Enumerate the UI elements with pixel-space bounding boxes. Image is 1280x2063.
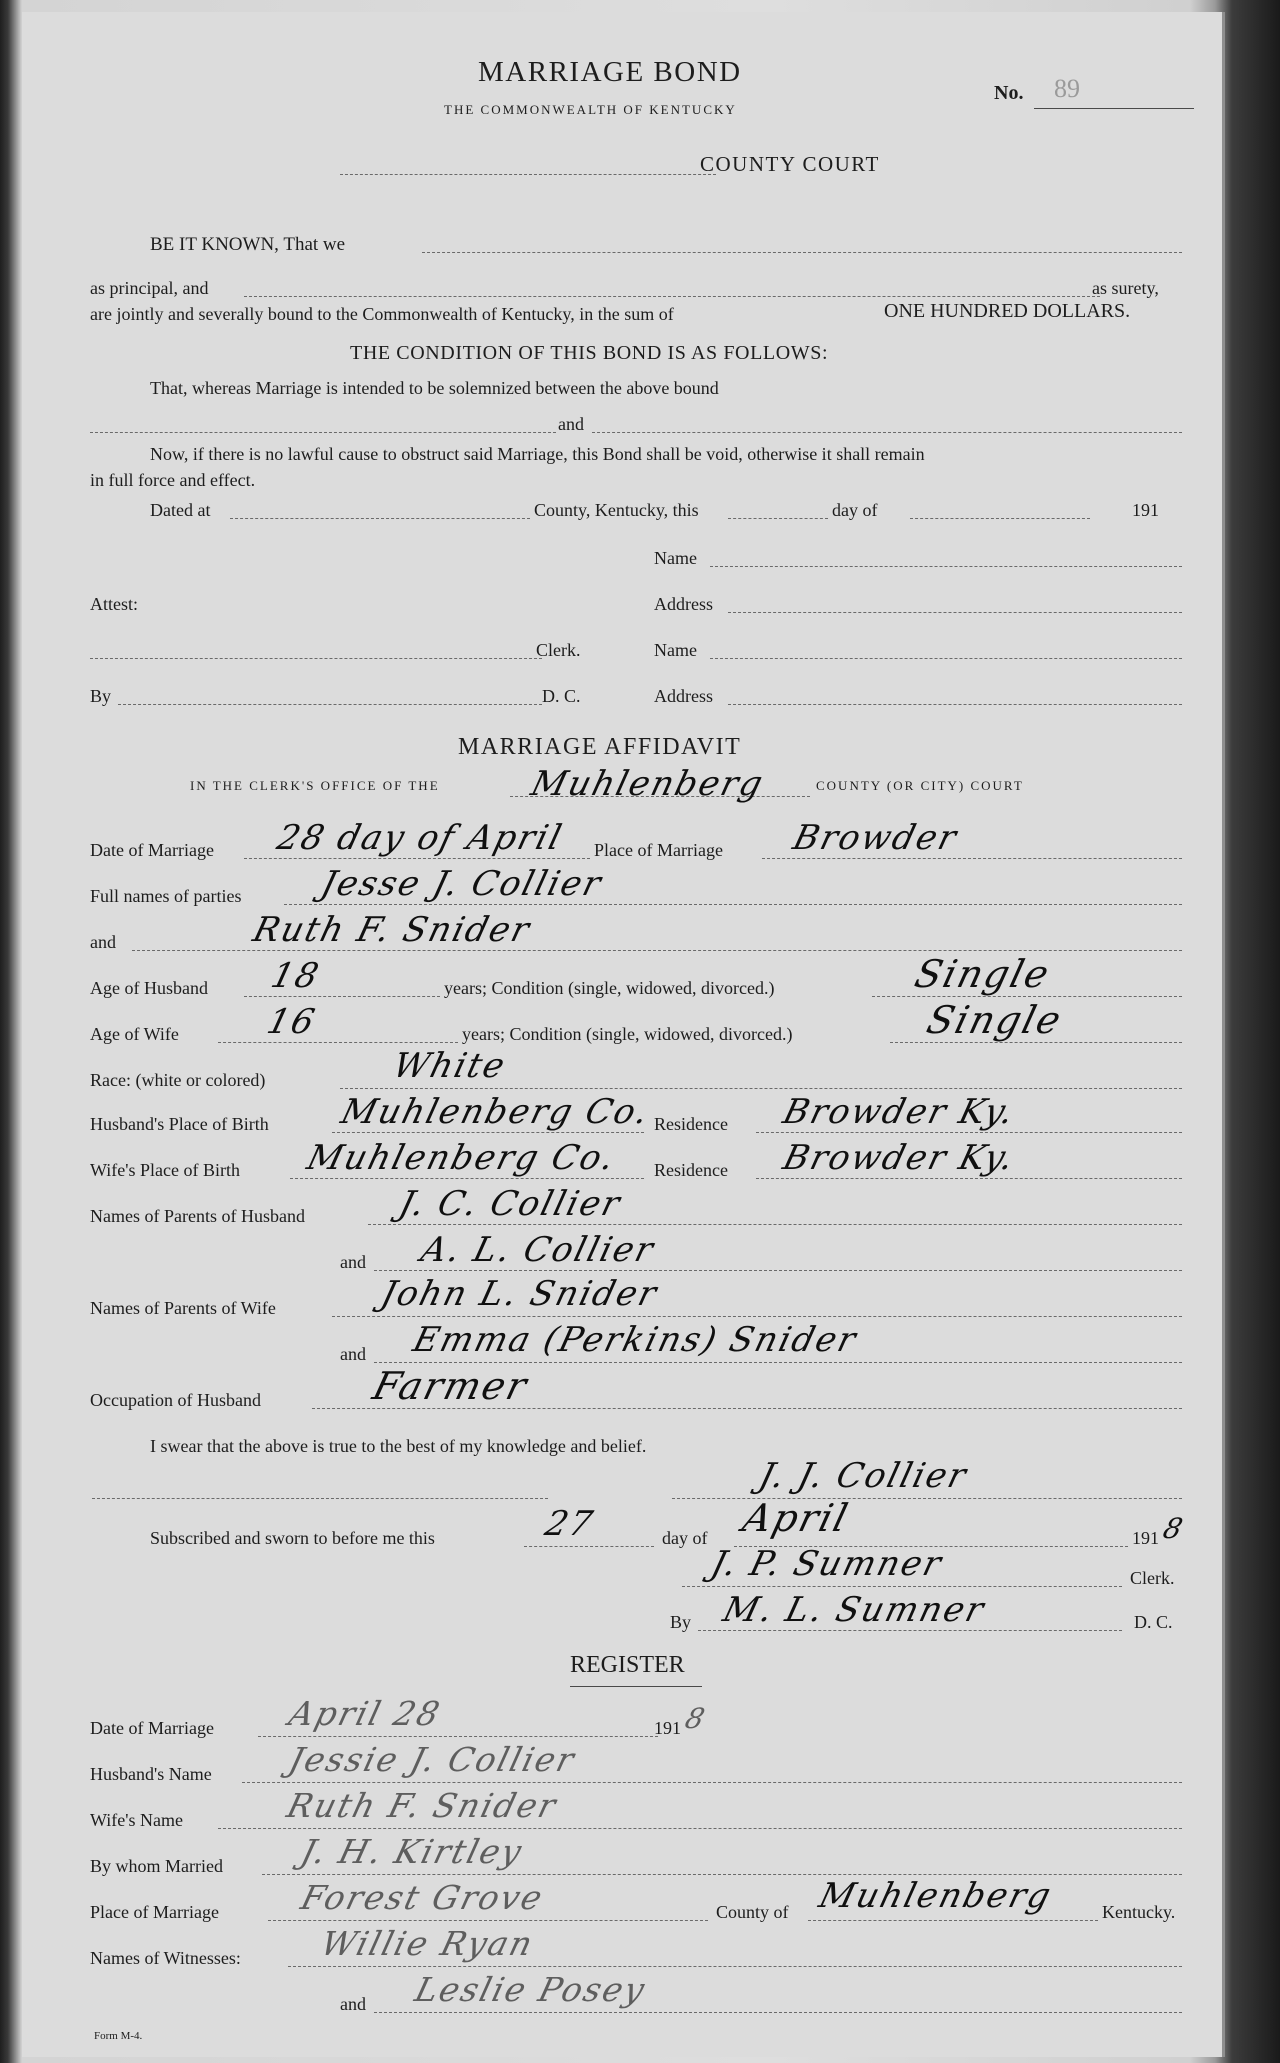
year-prefix-label: 191	[1132, 500, 1159, 520]
race-value: White	[389, 1046, 511, 1086]
now-if-text-2: in full force and effect.	[90, 470, 256, 490]
parents-wife-label: Names of Parents of Wife	[90, 1298, 276, 1318]
affidavit-dc-label: D. C.	[1134, 1612, 1173, 1632]
principal-name-label: Name	[654, 640, 697, 660]
husband-birthplace-value: Muhlenberg Co.	[337, 1092, 654, 1132]
race-label: Race: (white or colored)	[90, 1070, 266, 1090]
register-county-of-label: County of	[716, 1902, 789, 1922]
parent-husband-1: J. C. Collier	[395, 1184, 626, 1224]
sworn-year-digit: 8	[1159, 1512, 1188, 1545]
be-it-known-label: BE IT KNOWN, That we	[150, 234, 346, 255]
parent-husband-2: A. L. Collier	[417, 1230, 659, 1270]
bond-number-value: 89	[1054, 74, 1080, 103]
as-surety-label: as surety,	[1092, 278, 1159, 298]
register-witness-and-label: and	[340, 1994, 366, 2014]
husband-full-name: Jesse J. Collier	[317, 864, 607, 904]
parent-wife-2: Emma (Perkins) Snider	[409, 1320, 862, 1360]
bond-dc-label: D. C.	[542, 686, 581, 706]
sworn-day-of-label: day of	[662, 1528, 708, 1548]
day-of-label: day of	[832, 500, 878, 520]
that-whereas-text: That, whereas Marriage is intended to be solemnized between the above bound	[150, 378, 719, 398]
register-county-value: Muhlenberg	[815, 1876, 1057, 1916]
occupation-label: Occupation of Husband	[90, 1390, 261, 1410]
register-date-value: April 28	[285, 1694, 446, 1733]
age-husband-value: 18	[267, 956, 325, 996]
surety-name-label: Name	[654, 548, 697, 568]
age-wife-value: 16	[263, 1002, 321, 1042]
register-by-whom-label: By whom Married	[90, 1856, 223, 1876]
affidavit-clerk-label: Clerk.	[1130, 1568, 1175, 1588]
register-witness-2: Leslie Posey	[411, 1970, 651, 2009]
dated-at-label: Dated at	[150, 500, 211, 520]
condition-wife-label: years; Condition (single, widowed, divorced.)	[462, 1024, 793, 1044]
register-husband-value: Jessie J. Collier	[285, 1740, 580, 1779]
bond-and-label: and	[558, 414, 584, 434]
register-witnesses-label: Names of Witnesses:	[90, 1948, 241, 1968]
age-wife-label: Age of Wife	[90, 1024, 179, 1044]
condition-husband-value: Single	[910, 952, 1056, 996]
principal-address-label: Address	[654, 686, 713, 706]
swear-statement: I swear that the above is true to the best of my knowledge and belief.	[150, 1436, 647, 1456]
clerks-office-label: IN THE CLERK'S OFFICE OF THE	[190, 778, 440, 793]
register-year-prefix: 191	[654, 1718, 681, 1738]
bond-sum: ONE HUNDRED DOLLARS.	[884, 300, 1131, 322]
place-of-marriage-value: Browder	[789, 818, 962, 858]
clerk-signature: J. P. Sumner	[707, 1544, 947, 1584]
affidavit-title: MARRIAGE AFFIDAVIT	[458, 734, 742, 760]
subscribed-label: Subscribed and sworn to before me this	[150, 1528, 435, 1548]
affiant-signature: J. J. Collier	[755, 1456, 972, 1496]
register-title: REGISTER	[570, 1652, 685, 1678]
wife-residence-value: Browder Ky.	[779, 1138, 1020, 1178]
sworn-year-prefix: 191	[1132, 1528, 1159, 1548]
parents-husband-label: Names of Parents of Husband	[90, 1206, 305, 1226]
register-date-label: Date of Marriage	[90, 1718, 214, 1738]
now-if-text-1: Now, if there is no lawful cause to obstruct said Marriage, this Bond shall be void, otherwise it shall remain	[150, 444, 925, 464]
date-of-marriage-value: 28 day of April	[273, 818, 568, 858]
register-by-whom-value: J. H. Kirtley	[297, 1832, 528, 1871]
form-number: Form M-4.	[94, 2030, 143, 2042]
office-county-handwritten: Muhlenberg	[527, 764, 769, 804]
husband-residence-value: Browder Ky.	[779, 1092, 1020, 1132]
county-or-city-court-label: COUNTY (OR CITY) COURT	[816, 778, 1024, 793]
wife-residence-label: Residence	[654, 1160, 728, 1180]
register-witness-1: Willie Ryan	[317, 1924, 539, 1963]
attest-label: Attest:	[90, 594, 138, 614]
surety-address-label: Address	[654, 594, 713, 614]
bond-title: MARRIAGE BOND	[478, 56, 742, 88]
condition-husband-label: years; Condition (single, widowed, divorced.)	[444, 978, 775, 998]
bond-by-label: By	[90, 686, 112, 706]
register-kentucky-label: Kentucky.	[1102, 1902, 1176, 1922]
register-wife-label: Wife's Name	[90, 1810, 183, 1830]
register-place-value: Forest Grove	[297, 1878, 549, 1917]
register-year-digit: 8	[681, 1702, 710, 1735]
wife-birthplace-label: Wife's Place of Birth	[90, 1160, 240, 1180]
date-of-marriage-label: Date of Marriage	[90, 840, 214, 860]
and-parties-label: and	[90, 932, 116, 952]
parents-wife-and-label: and	[340, 1344, 366, 1364]
age-husband-label: Age of Husband	[90, 978, 208, 998]
bond-clerk-label: Clerk.	[536, 640, 581, 660]
husband-residence-label: Residence	[654, 1114, 728, 1134]
affidavit-by-label: By	[670, 1612, 692, 1632]
occupation-value: Farmer	[368, 1364, 533, 1408]
parent-wife-1: John L. Snider	[377, 1274, 663, 1314]
jointly-bound-text: are jointly and severally bound to the Commonwealth of Kentucky, in the sum of	[90, 304, 674, 324]
deputy-clerk-signature: M. L. Sumner	[719, 1590, 990, 1630]
sworn-month-value: April	[738, 1496, 854, 1540]
county-kentucky-this-label: County, Kentucky, this	[534, 500, 699, 520]
wife-full-name: Ruth F. Snider	[249, 910, 535, 950]
register-husband-label: Husband's Name	[90, 1764, 212, 1784]
bond-number-label: No.	[994, 82, 1024, 104]
husband-birthplace-label: Husband's Place of Birth	[90, 1114, 269, 1134]
marriage-bond-form	[22, 12, 1225, 2057]
wife-birthplace-value: Muhlenberg Co.	[303, 1138, 620, 1178]
register-place-label: Place of Marriage	[90, 1902, 219, 1922]
register-wife-value: Ruth F. Snider	[283, 1786, 562, 1825]
as-principal-label: as principal, and	[90, 278, 209, 298]
county-court-label: COUNTY COURT	[700, 152, 880, 176]
bond-subtitle: THE COMMONWEALTH OF KENTUCKY	[444, 102, 737, 117]
full-names-label: Full names of parties	[90, 886, 242, 906]
place-of-marriage-label: Place of Marriage	[594, 840, 723, 860]
condition-wife-value: Single	[922, 998, 1068, 1042]
condition-heading: THE CONDITION OF THIS BOND IS AS FOLLOWS:	[350, 342, 829, 364]
parents-husband-and-label: and	[340, 1252, 366, 1272]
sworn-day-value: 27	[541, 1504, 599, 1544]
